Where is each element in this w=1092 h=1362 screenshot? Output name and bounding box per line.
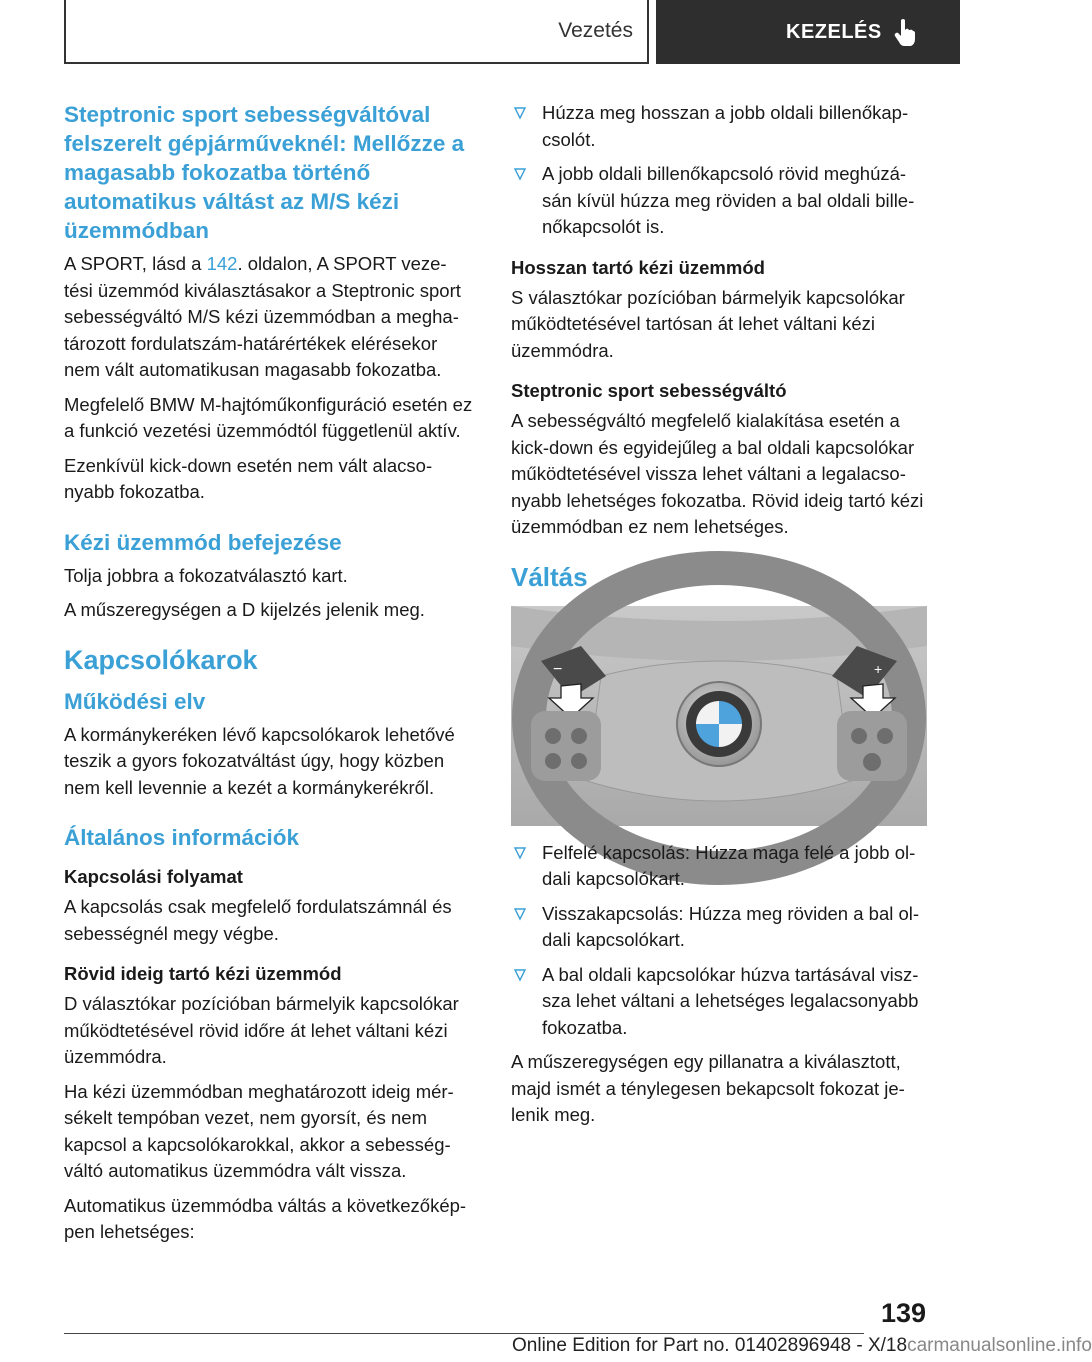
paragraph-paddles-info: A kormánykeréken lévő kapcsolókarok lehetővé teszik a gyors fokozatváltást úgy, hogy közben nem kell levennie a kezét a kormánykerékről.	[64, 723, 455, 798]
paragraph-display-gear: A műszeregységen egy pillanatra a kiválasztott, majd ismét a ténylegesen bekapcsolt fokozat je‐lenik meg.	[511, 1051, 905, 1125]
subheading-steptronic-sport: Steptronic sport sebességváltó	[511, 380, 787, 401]
left-column	[64, 100, 474, 1254]
triangle-bullet-icon	[514, 847, 526, 859]
subheading-short-manual: Rövid ideig tartó kézi üzemmód	[64, 963, 342, 984]
list-item-text: A bal oldali kapcsolókar húzva tartásával visz‐sza lehet váltani a lehetséges legalacsonyabb fokozatba.	[542, 963, 919, 1038]
watermark-text: carmanualsonline.info	[907, 1335, 1092, 1356]
subheading-shift-process: Kapcsolási folyamat	[64, 866, 243, 887]
bullet-list-auto	[511, 100, 931, 241]
triangle-bullet-icon	[514, 908, 526, 920]
plus-paddle-label: +	[874, 660, 883, 677]
list-item-text: A jobb oldali billenőkapcsoló rövid meghúzá‐sán kívül húzza meg röviden a bal oldali bille‐nőkapcsolót is.	[542, 163, 915, 237]
footer-edition	[512, 1335, 1092, 1357]
paragraph-shift-process: A kapcsolás csak megfelelő fordulatszámnál és sebességnél megy végbe.	[64, 896, 452, 944]
heading-shifting: Váltás	[511, 561, 588, 592]
header-section-label: Vezetés	[558, 19, 633, 42]
list-item-text: Visszakapcsolás: Húzza meg röviden a bal ol‐dali kapcsolókart.	[542, 902, 920, 950]
heading-general-info: Általános információk	[64, 825, 300, 850]
list-item	[511, 100, 931, 153]
list-item	[511, 962, 931, 1042]
heading-manual-mode-end: Kézi üzemmód befejezése	[64, 529, 342, 555]
header-chapter-label: KEZELÉS	[786, 20, 882, 43]
paragraph-short-manual: D választókar pozícióban bármelyik kapcsolókar működtetésével rövid időre át lehet váltani kézi üzemmódra.	[64, 993, 459, 1067]
footer-edition-text: Online Edition for Part no. 01402896948 - X/18	[512, 1335, 908, 1356]
footer-divider	[64, 1333, 864, 1334]
right-column	[511, 100, 931, 1137]
page-number: 139	[880, 1298, 926, 1328]
heading-operating-principle: Működési elv	[64, 688, 206, 714]
text-fragment: A SPORT, lásd a	[64, 253, 207, 274]
paragraph-auto-options: Automatikus üzemmódba váltás a következőkép‐pen lehetséges:	[64, 1194, 467, 1242]
list-item-text: Húzza meg hosszan a jobb oldali billenőkap‐csolót.	[542, 102, 909, 150]
triangle-bullet-icon	[514, 969, 526, 981]
steering-wheel-image	[511, 606, 927, 826]
heading-shift-paddles: Kapcsolókarok	[64, 644, 258, 675]
page-reference-link[interactable]: 142	[206, 253, 238, 274]
paragraph-sport-mode	[64, 251, 474, 384]
triangle-bullet-icon	[514, 168, 526, 180]
bullet-list-shifting	[511, 840, 931, 1042]
paragraph-long-manual: S választókar pozícióban bármelyik kapcsolókar működtetésével tartósan át lehet váltani kézi üzemmódra.	[511, 286, 905, 361]
triangle-bullet-icon	[514, 107, 526, 119]
list-item	[511, 840, 931, 893]
subheading-long-manual: Hosszan tartó kézi üzemmód	[511, 256, 765, 278]
paragraph-steptronic-sport: A sebességváltó megfelelő kialakítása esetén a kick-down és egyidejűleg a bal oldali kapcsolókar működtetésével vissza lehet váltani a legalacso‐nyabb lehetséges fokozatba. Rövid ideig tartó kézi üzemmódban ez nem lehetséges.	[511, 410, 924, 537]
heading-steptronic-ms: Steptronic sport sebességváltóval felszerelt gépjárműveknél: Mellőzze a magasabb fokozatba történő automatikus váltást az M/S kézi üzemmódban	[64, 102, 465, 243]
paragraph-bmw-m: Megfelelő BMW M-hajtóműkonfiguráció esetén ez a funkció vezetési üzemmódtól függetlenül aktív.	[64, 393, 473, 441]
list-item	[511, 901, 931, 954]
paragraph-d-display: A műszeregységen a D kijelzés jelenik meg.	[64, 599, 425, 620]
header-section-tab	[64, 0, 649, 64]
list-item-text: Felfelé kapcsolás: Húzza maga felé a jobb ol‐dali kapcsolókart.	[542, 841, 916, 889]
paragraph-push-lever: Tolja jobbra a fokozatválasztó kart.	[64, 564, 348, 586]
minus-paddle-label: −	[553, 660, 563, 678]
text-fragment: . oldalon, A SPORT veze‐tési üzemmód kiválasztásakor a Steptronic sport sebességváltó M/S kézi üzemmódban a megha‐tározott fordulatszám-határértékek elérésekor nem vált automatikusan magasabb fokozatba.	[64, 253, 461, 380]
header-chapter-tab	[656, 0, 960, 64]
list-item	[511, 161, 931, 241]
paragraph-kickdown: Ezenkívül kick-down esetén nem vált alacso‐nyabb fokozatba.	[64, 454, 433, 502]
hand-pointer-icon	[894, 18, 916, 46]
paragraph-return-auto: Ha kézi üzemmódban meghatározott ideig mér‐sékelt tempóban vezet, nem gyorsít, és nem kapcsol a kapcsolókarokkal, akkor a sebesség‐váltó automatikus üzemmódra vált vissza.	[64, 1080, 454, 1181]
